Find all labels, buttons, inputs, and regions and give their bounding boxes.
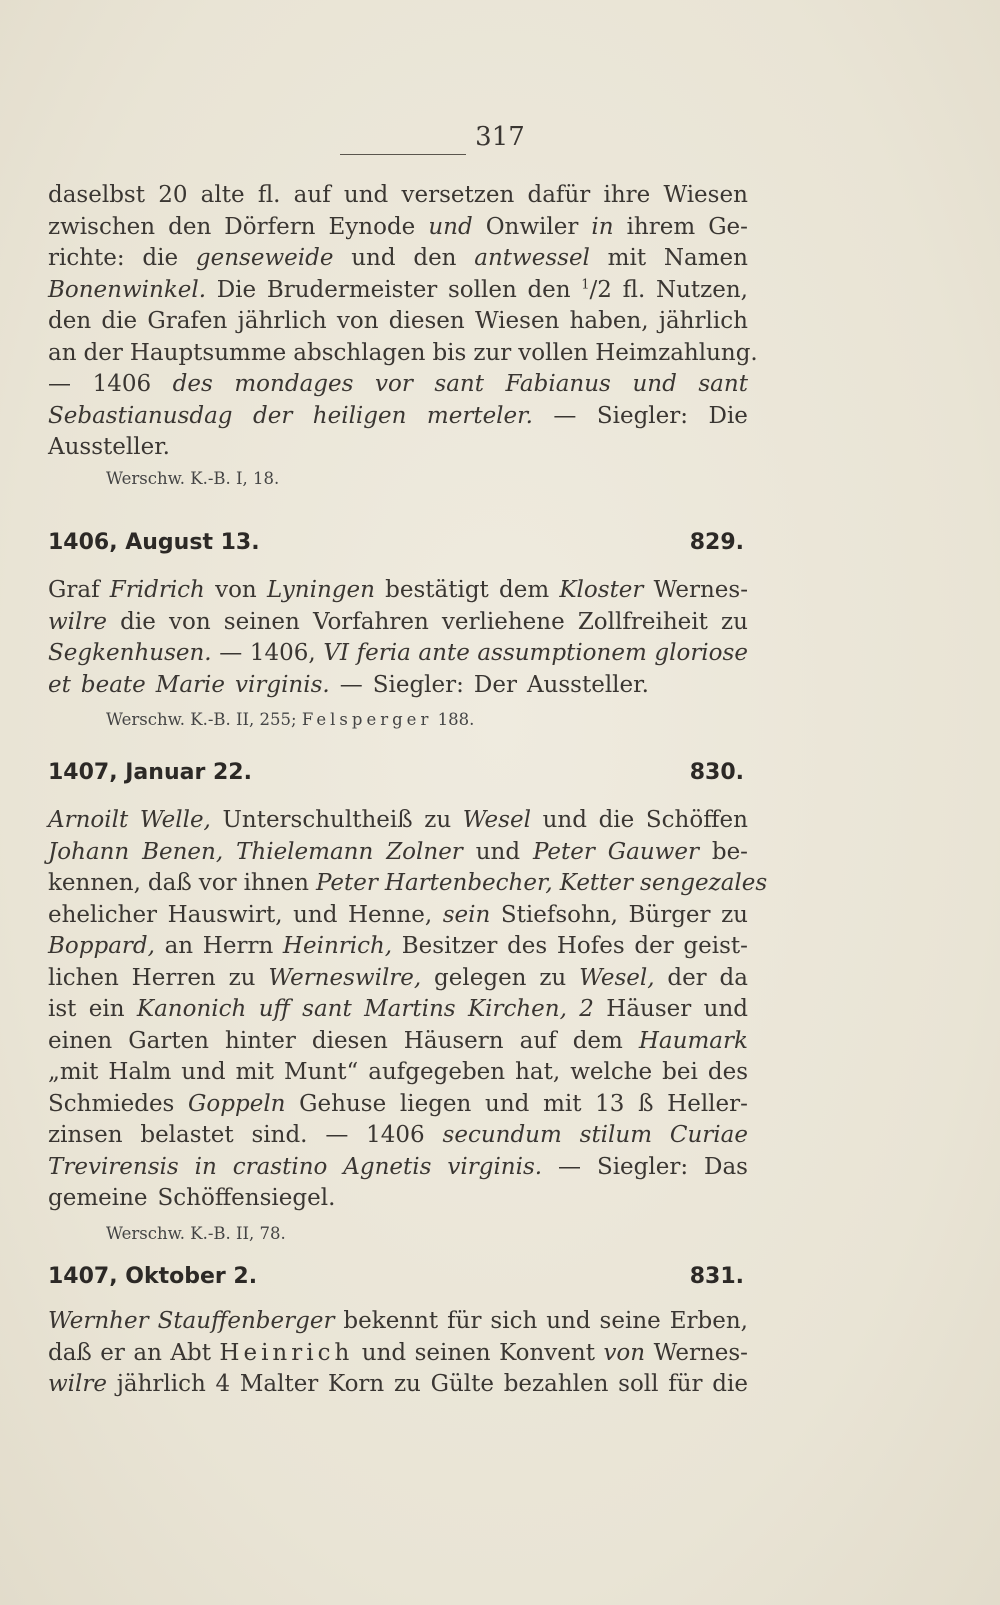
source-reference: Werschw. K.-B. II, 78. (106, 1223, 286, 1243)
text-line: wilre jährlich 4 Malter Korn zu Gülte bezahlen soll für die (48, 1371, 748, 1397)
text-line: richte: die genseweide und den antwessel mit Namen (48, 245, 748, 271)
text-line: kennen, daß vor ihnen Peter Hartenbecher, Ketter sengezales (48, 870, 768, 896)
entry-date: 1407, Januar 22. (48, 760, 252, 785)
text-line: Wernher Stauffenberger bekennt für sich und seine Erben, (48, 1308, 748, 1334)
entry-number: 830. (689, 760, 744, 785)
text-line: wilre die von seinen Vorfahren verliehene Zollfreiheit zu (48, 608, 748, 635)
entry-heading (48, 1264, 748, 1306)
text-line: Segkenhusen. — 1406, VI feria ante assumptionem gloriose (48, 640, 748, 666)
text-line: Graf Fridrich von Lyningen bestätigt dem Kloster Wernes- (48, 577, 748, 603)
text-line: den die Grafen jährlich von diesen Wiesen haben, jährlich (48, 308, 748, 334)
entry-829 (48, 530, 748, 735)
text-line: Johann Benen, Thielemann Zolner und Peter Gauwer be- (48, 838, 748, 865)
entry-date: 1406, August 13. (48, 530, 260, 555)
entry-831 (48, 1264, 748, 1401)
text-line: einen Garten hinter diesen Häusern auf dem Haumark (48, 1027, 748, 1054)
text-line: Arnoilt Welle, Unterschultheiß zu Wesel und die Schöffen (48, 807, 748, 833)
entry-heading (48, 760, 748, 805)
text-line: daß er an Abt Heinrich und seinen Konvent von Wernes- (48, 1339, 748, 1366)
text-line: gemeine Schöffensiegel. (48, 1185, 336, 1211)
text-line: an der Hauptsumme abschlagen bis zur vollen Heimzahlung. (48, 339, 758, 366)
text-line: lichen Herren zu Werneswilre, gelegen zu Wesel, der da (48, 964, 748, 991)
page-number-rule (340, 154, 466, 155)
text-line: — 1406 des mondages vor sant Fabianus und sant (48, 371, 748, 397)
entry-date: 1407, Oktober 2. (48, 1264, 258, 1289)
text-line: ehelicher Hauswirt, und Henne, sein Stiefsohn, Bürger zu (48, 901, 748, 928)
text-line: et beate Marie virginis. — Siegler: Der Aussteller. (48, 671, 649, 698)
source-reference: Werschw. K.-B. II, 255; Felsperger 188. (106, 710, 475, 729)
text-line: Aussteller. (48, 434, 170, 460)
text-line: zwischen den Dörfern Eynode und Onwiler in ihrem Ge- (48, 213, 748, 240)
text-line: daselbst 20 alte fl. auf und versetzen dafür ihre Wiesen (48, 182, 748, 208)
source-reference: Werschw. K.-B. I, 18. (106, 468, 280, 488)
text-line: Boppard, an Herrn Heinrich, Besitzer des Hofes der geist- (48, 933, 748, 959)
text-line: Trevirensis in crastino Agnetis virginis. — Siegler: Das (48, 1153, 748, 1180)
text-line: Bonenwinkel. Die Brudermeister sollen den $^1$/2 fl. Nutzen, (48, 276, 748, 303)
text-line: Schmiedes Goppeln Gehuse liegen und mit 13 ß Heller- (48, 1090, 748, 1117)
entry-continuation (48, 180, 758, 494)
entry-heading (48, 530, 748, 575)
text-line: zinsen belastet sind. — 1406 secundum stilum Curiae (48, 1122, 748, 1148)
text-line: Sebastianusdag der heiligen merteler. — Siegler: Die (48, 402, 748, 429)
entry-number: 831. (689, 1264, 744, 1289)
entry-830 (48, 760, 768, 1249)
entry-number: 829. (689, 530, 744, 555)
page-number: 317 (475, 122, 525, 152)
text-line: ist ein Kanonich uff sant Martins Kirchen, 2 Häuser und (48, 996, 748, 1022)
text-line: „mit Halm und mit Munt“ aufgegeben hat, welche bei des (48, 1059, 748, 1085)
